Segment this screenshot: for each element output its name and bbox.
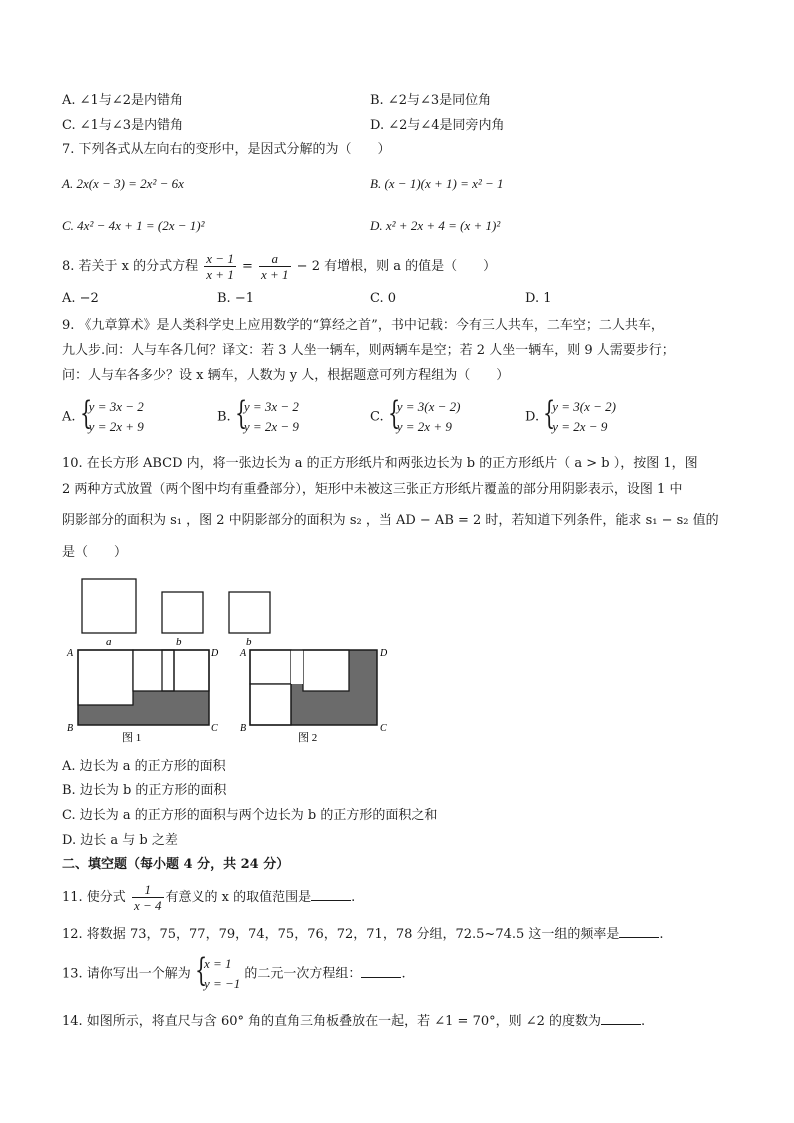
q8-frac2-num: a bbox=[259, 251, 291, 267]
q9-c-eq2: y = 2x + 9 bbox=[396, 419, 452, 434]
fig1-label-b: B bbox=[67, 723, 74, 734]
q11-fraction bbox=[132, 882, 164, 913]
q9-option-d bbox=[525, 394, 616, 437]
q13-answer-blank[interactable] bbox=[361, 965, 401, 978]
q9-option-b bbox=[217, 394, 299, 437]
fig1-caption: 图 1 bbox=[122, 732, 142, 744]
fig2-label-d: D bbox=[380, 648, 388, 659]
fig1-label-c: C bbox=[211, 723, 218, 734]
q11-period: . bbox=[351, 890, 356, 905]
q9-d-label: D. bbox=[525, 409, 540, 425]
figure-1 bbox=[66, 648, 219, 744]
q9-line-3: 问：人与车各多少？设 x 辆车，人数为 y 人，根据题意可列方程组为（ ） bbox=[62, 368, 510, 383]
fig2-square-a bbox=[303, 650, 349, 691]
square-a bbox=[82, 579, 136, 633]
q6-option-c: C. ∠1与∠3是内错角 bbox=[62, 118, 184, 133]
q7-option-d: D. x² + 2x + 4 = (x + 1)² bbox=[370, 218, 501, 233]
fig2-caption: 图 2 bbox=[298, 732, 318, 744]
q9-d-eq1: y = 3(x − 2) bbox=[552, 399, 616, 414]
q13 bbox=[62, 951, 406, 995]
fig2-label-c: C bbox=[380, 723, 387, 734]
q9-line-2: 九人步.问：人与车各几何？译文：若 3 人坐一辆车，则两辆车是空；若 2 人坐一辆车，则 9 人需要步行； bbox=[62, 343, 675, 358]
fig1-label-d: D bbox=[211, 648, 219, 659]
q9-option-a bbox=[62, 394, 144, 437]
fig2-square-b-upper-left bbox=[250, 650, 291, 684]
q12 bbox=[62, 925, 664, 944]
q9-a-eq1: y = 3x − 2 bbox=[88, 399, 144, 414]
q13-prefix: 13. 请你写出一个解为 bbox=[62, 966, 191, 982]
fig2-label-a: A bbox=[240, 648, 247, 659]
brace-icon: { bbox=[79, 394, 92, 432]
q8-option-d: D. 1 bbox=[525, 291, 552, 306]
q14-text: 14. 如图所示，将直尺与含 60° 角的直角三角板叠放在一起，若 ∠1 = 70°，则 ∠2 的度数为 bbox=[62, 1014, 602, 1029]
q11-suffix: 有意义的 x 的取值范围是 bbox=[165, 890, 312, 905]
q8-option-a: A. −2 bbox=[62, 291, 99, 306]
label-b-2: b bbox=[246, 636, 252, 648]
q9-c-label: C. bbox=[370, 409, 384, 425]
brace-icon: { bbox=[234, 394, 248, 432]
q11-answer-blank[interactable] bbox=[311, 888, 351, 901]
q13-period: . bbox=[401, 966, 406, 982]
q14 bbox=[62, 1012, 645, 1031]
q13-eq2: y = −1 bbox=[203, 976, 241, 991]
q7-option-b: B. (x − 1)(x + 1) = x² − 1 bbox=[370, 176, 504, 191]
q8-suffix: − 2 有增根，则 a 的值是（ ） bbox=[292, 259, 497, 274]
q12-answer-blank[interactable] bbox=[619, 925, 659, 938]
q9-a-eq2: y = 2x + 9 bbox=[88, 419, 144, 434]
q6-option-d: D. ∠2与∠4是同旁内角 bbox=[370, 118, 505, 133]
q10-line-1: 10. 在长方形 ABCD 内，将一张边长为 a 的正方形纸片和两张边长为 b 的正方形纸片（ a > b ），按图 1，图 bbox=[62, 456, 698, 471]
q10-option-b: B. 边长为 b 的正方形的面积 bbox=[62, 783, 227, 798]
q10-option-a: A. 边长为 a 的正方形的面积 bbox=[62, 759, 226, 774]
q11-num: 1 bbox=[132, 882, 164, 898]
q8-fraction-1 bbox=[204, 251, 236, 282]
q10-line-3: 阴影部分的面积为 s₁ ，图 2 中阴影部分的面积为 s₂ ，当 AD − AB = 2 时，若知道下列条件，能求 s₁ − s₂ 值的 bbox=[62, 513, 719, 528]
q9-a-label: A. bbox=[62, 409, 76, 425]
q9-b-system bbox=[234, 394, 299, 437]
q13-eq1: x = 1 bbox=[203, 956, 232, 971]
q12-period: . bbox=[659, 927, 664, 942]
q12-text: 12. 将数据 73，75，77，79，74，75，76，72，71，78 分组，72.5~74.5 这一组的频率是 bbox=[62, 927, 620, 942]
q10-line-2: 2 两种方式放置（两个图中均有重叠部分），矩形中未被这三张正方形纸片覆盖的部分用阴影表示，设图 1 中 bbox=[62, 482, 683, 497]
section-2-title: 二、填空题（每小题 4 分，共 24 分） bbox=[62, 857, 290, 872]
q10-option-c: C. 边长为 a 的正方形的面积与两个边长为 b 的正方形的面积之和 bbox=[62, 808, 438, 823]
q7-option-a: A. 2x(x − 3) = 2x² − 6x bbox=[62, 176, 184, 191]
brace-icon: { bbox=[194, 951, 208, 989]
q8-frac2-den: x + 1 bbox=[261, 267, 289, 282]
q7-option-c: C. 4x² − 4x + 1 = (2x − 1)² bbox=[62, 218, 205, 233]
q8-option-b: B. −1 bbox=[217, 291, 254, 306]
brace-icon: { bbox=[543, 394, 556, 432]
brace-icon: { bbox=[387, 394, 400, 432]
q6-option-a: A. ∠1与∠2是内错角 bbox=[62, 93, 183, 108]
q9-b-label: B. bbox=[217, 409, 231, 425]
q8-option-c: C. 0 bbox=[370, 291, 397, 306]
label-a: a bbox=[106, 636, 112, 648]
q7-stem: 7. 下列各式从左向右的变形中，是因式分解的为（ ） bbox=[62, 142, 391, 157]
q14-answer-blank[interactable] bbox=[601, 1012, 641, 1025]
q9-a-system bbox=[79, 394, 144, 437]
q9-line-1: 9. 《九章算术》是人类科学史上应用数学的“算经之首”，书中记载：今有三人共车，二车空；二人共车， bbox=[62, 318, 664, 333]
q8-frac1-num: x − 1 bbox=[206, 251, 234, 266]
q9-b-eq2: y = 2x − 9 bbox=[243, 419, 299, 434]
q8-stem bbox=[62, 251, 496, 282]
q9-c-eq1: y = 3(x − 2) bbox=[396, 399, 461, 414]
q9-option-c bbox=[370, 394, 461, 437]
q10-option-d: D. 边长 a 与 b 之差 bbox=[62, 833, 178, 848]
q13-system bbox=[194, 951, 241, 994]
q6-option-b: B. ∠2与∠3是同位角 bbox=[370, 93, 492, 108]
q9-c-system bbox=[387, 394, 461, 437]
q11-den: x − 4 bbox=[133, 898, 162, 913]
fig1-label-a: A bbox=[67, 648, 74, 659]
fig2-square-b-lower-left bbox=[250, 684, 291, 725]
q10-line-4: 是（ ） bbox=[62, 545, 128, 560]
q10-figure bbox=[60, 576, 400, 748]
figure-2 bbox=[239, 648, 388, 744]
q9-b-eq1: y = 3x − 2 bbox=[243, 399, 299, 414]
fig2-extra-white bbox=[291, 650, 303, 684]
fig1-square-a bbox=[78, 650, 133, 705]
q8-equals: = bbox=[237, 259, 257, 274]
q9-d-system bbox=[543, 394, 616, 437]
square-b-2 bbox=[229, 592, 270, 633]
fig1-square-b-1 bbox=[133, 650, 174, 691]
q11-prefix: 11. 使分式 bbox=[62, 890, 126, 905]
q8-frac1-den: x + 1 bbox=[206, 267, 234, 282]
q13-suffix: 的二元一次方程组： bbox=[244, 966, 362, 982]
q8-fraction-2 bbox=[259, 251, 291, 282]
q8-prefix: 8. 若关于 x 的分式方程 bbox=[62, 259, 199, 274]
q14-period: . bbox=[641, 1014, 646, 1029]
square-b-1 bbox=[162, 592, 203, 633]
q9-d-eq2: y = 2x − 9 bbox=[552, 419, 608, 434]
label-b-1: b bbox=[176, 636, 182, 648]
q11 bbox=[62, 882, 355, 913]
fig2-label-b: B bbox=[240, 723, 247, 734]
